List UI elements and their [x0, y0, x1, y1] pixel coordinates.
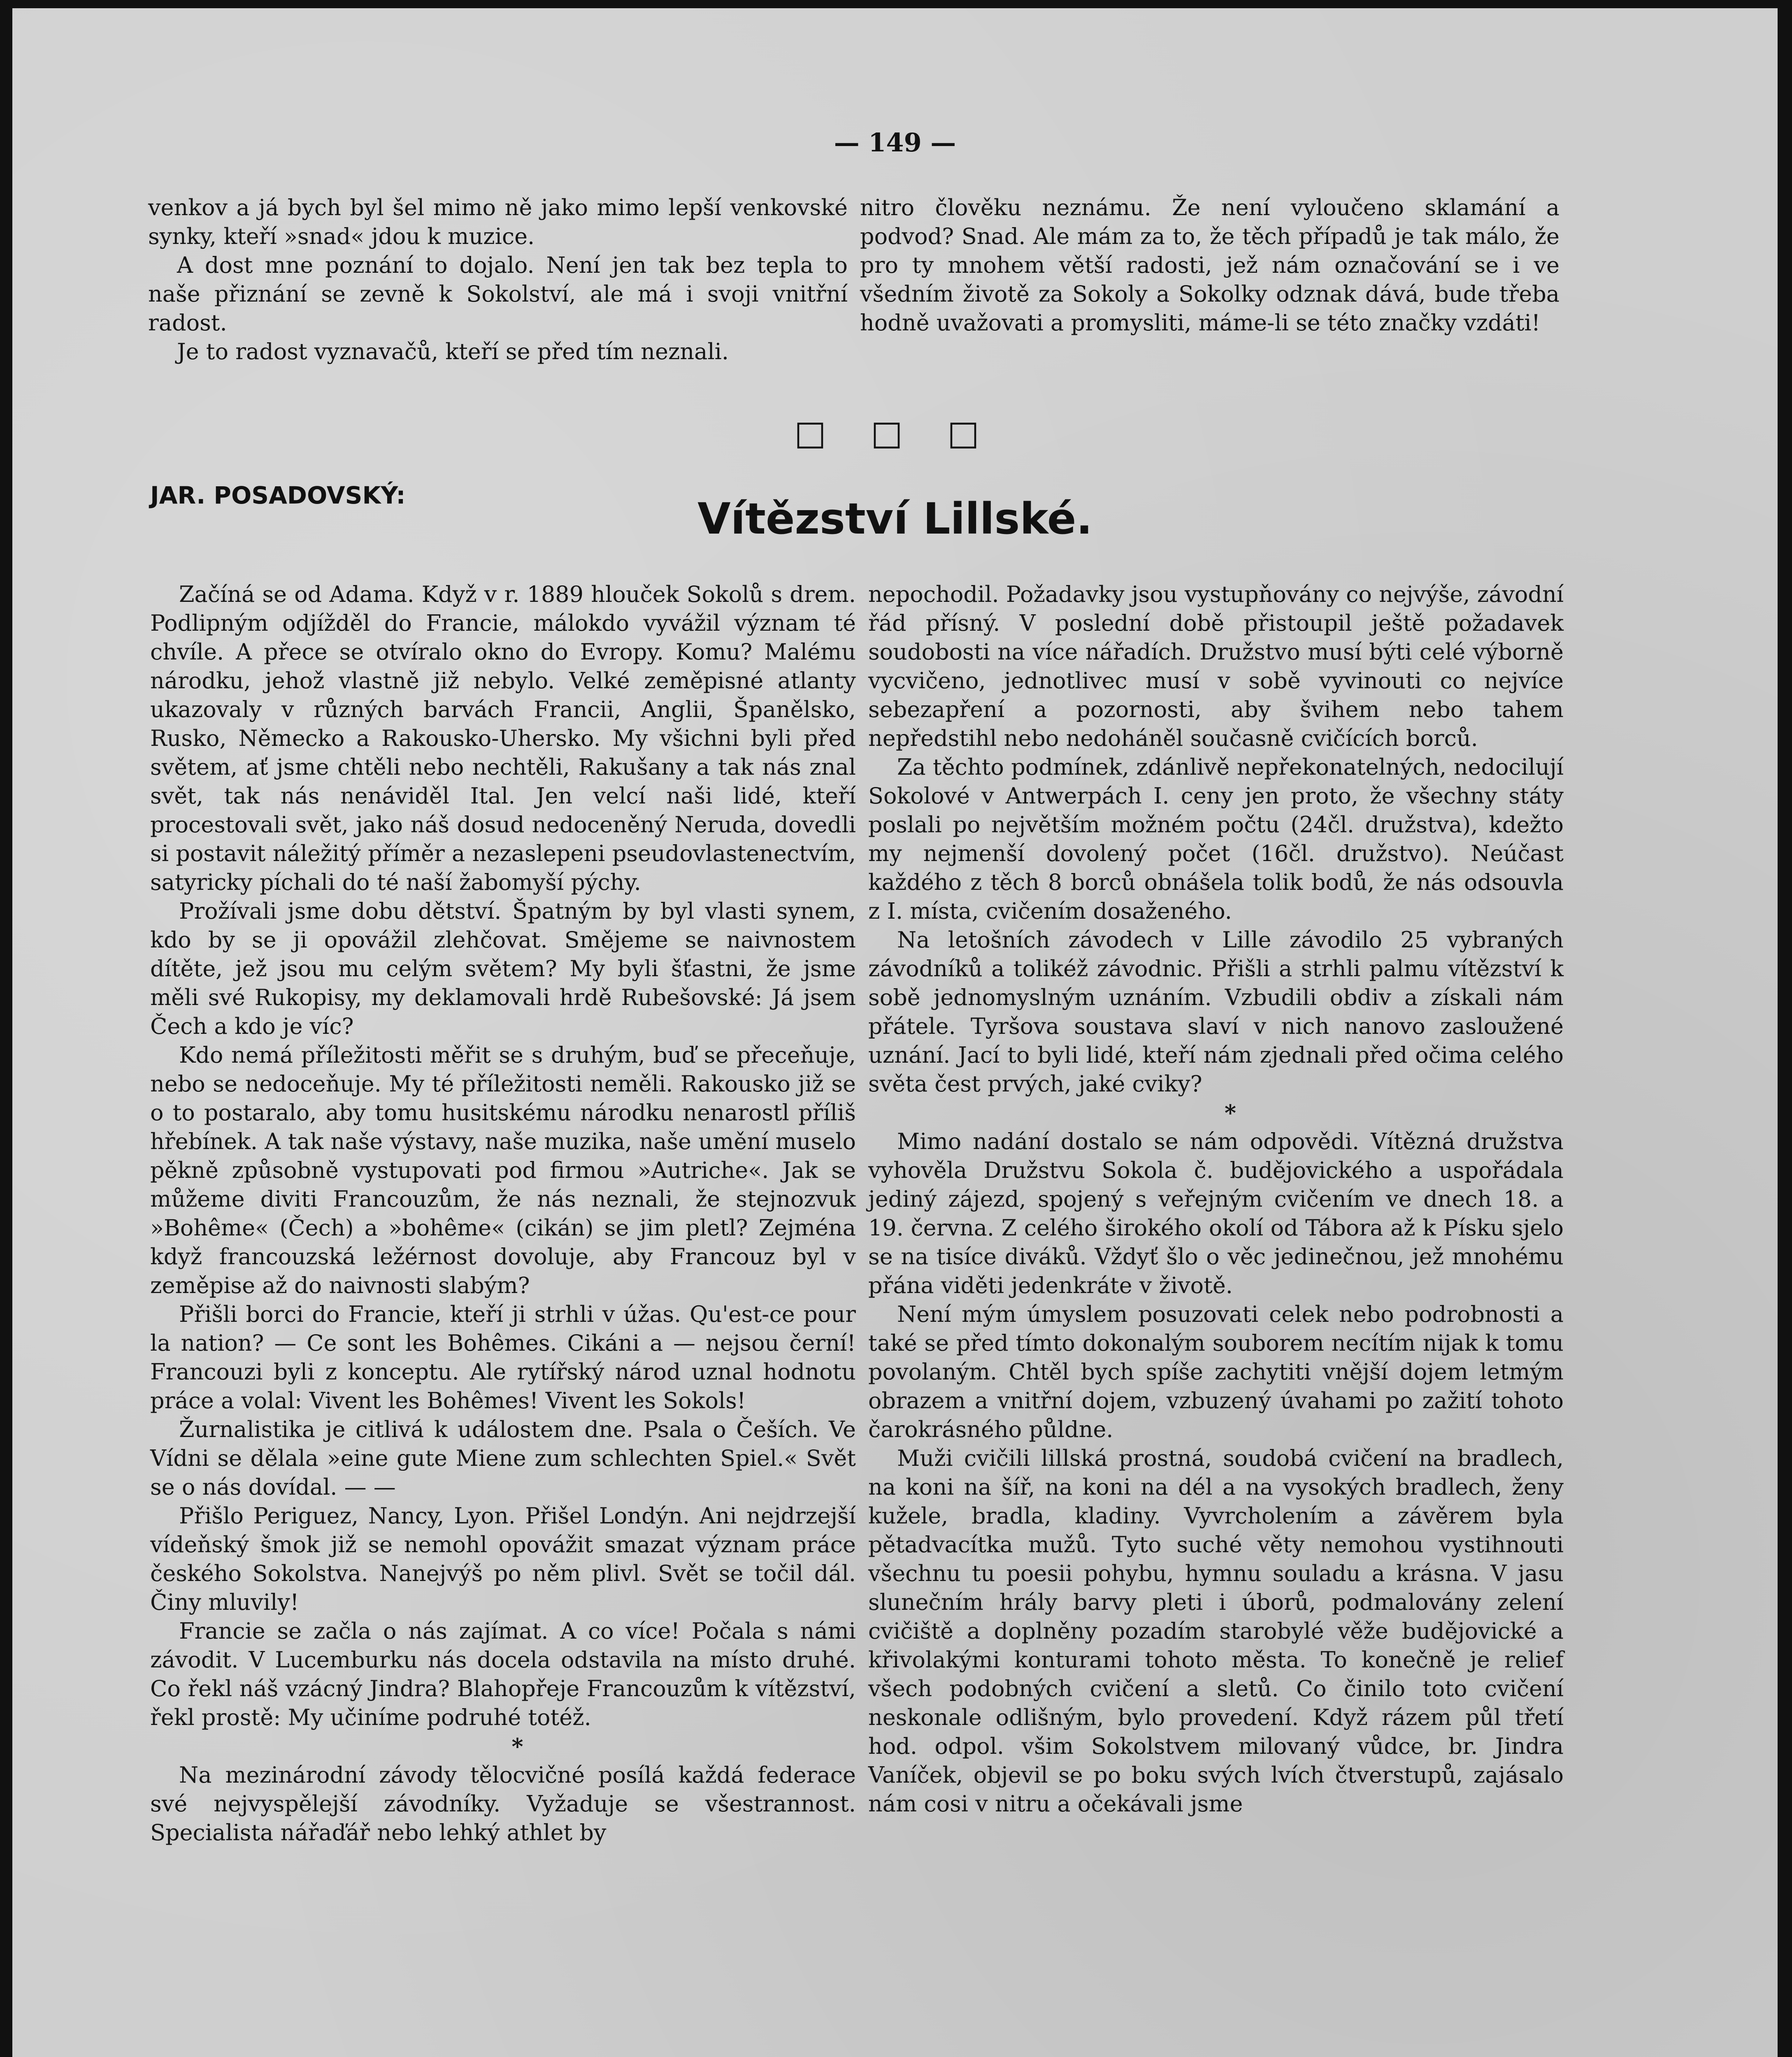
article-column-left [150, 580, 856, 1847]
paragraph: A dost mne poznání to dojalo. Není jen tak bez tepla to naše přiznání se zevně k Sokolství, ale má i svoji vnitřní radost. [148, 252, 848, 336]
asterisk-separator: * [1224, 1100, 1237, 1126]
paragraph: venkov a já bych byl šel mimo ně jako mimo lepší venkovské synky, kteří »snad« jdou k muzice. [148, 195, 848, 249]
paragraph: nepochodil. Požadavky jsou vystupňovány co nejvýše, závodní řád přísný. V poslední době přistoupil ještě požadavek soudobosti na více nářadích. Družstvo musí býti celé výborně vycvičeno, jednotlivec musí v sobě vyvinouti co nejvíce sebezapření a pozornosti, aby švihem nebo tahem nepředstihl nebo nedoháněl současně cvičících borců. [868, 581, 1564, 751]
paragraph: Žurnalistika je citlivá k událostem dne. Psala o Češích. Ve Vídni se dělala »eine gute Miene zum schlechten Spiel.« Svět se o nás dovídal. — — [150, 1416, 856, 1500]
paragraph: Přišlo Periguez, Nancy, Lyon. Přišel Londýn. Ani nejdrzejší vídeňský šmok již se nemohl opovážit smazat význam práce českého Sokolstva. Nanejvýš po něm plivl. Svět se točil dál. Činy mluvily! [150, 1503, 856, 1615]
paragraph: Za těchto podmínek, zdánlivě nepřekonatelných, nedocilují Sokolové v Antwerpách I. ceny jen proto, že všechny státy poslali po největším možném počtu (24čl. družstva), kdežto my nejmenší dovolený počet (16čl. družstvo). Neúčast každého z těch 8 borců obnášela tolik bodů, že nás odsouvla z I. místa, cvičením dosaženého. [868, 754, 1564, 924]
paragraph: Na letošních závodech v Lille závodilo 25 vybraných závodníků a tolikéž závodnic. Přišli a strhli palmu vítězství k sobě jednomyslným uznáním. Vzbudili obdiv a získali nám přátele. Tyršova soustava slaví v nich nanovo zasloužené uznání. Jací to byli lidé, kteří nám zjednali před očima celého světa čest prvých, jaké cviky? [868, 927, 1564, 1097]
asterisk-separator: * [511, 1733, 523, 1760]
paragraph: nitro člověku neznámu. Že není vyloučeno sklamání a podvod? Snad. Ale mám za to, že těch případů je tak málo, že pro ty mnohem větší radosti, jež nám označování se i ve všedním životě za Sokoly a Sokolky odznak dává, bude třeba hodně uvažovati a promysliti, máme-li se této značky vzdáti! [860, 195, 1560, 336]
paragraph: Přišli borci do Francie, kteří ji strhli v úžas. Qu'est-ce pour la nation? — Ce sont les Bohêmes. Cikáni a — nejsou černí! Francouzi byli z konceptu. Ale rytířský národ uznal hodnotu práce a volal: Vivent les Bohêmes! Vivent les Sokols! [150, 1301, 856, 1414]
paragraph: Začíná se od Adama. Když v r. 1889 hlouček Sokolů s drem. Podlipným odjížděl do Francie, málokdo vyvážil význam té chvíle. A přece se otvíralo okno do Evropy. Komu? Malému národku, jehož vlastně již nebylo. Velké zeměpisné atlanty ukazovaly v různých barvách Francii, Anglii, Španělsko, Rusko, Německo a Rakousko-Uhersko. My všichni byli před světem, ať jsme chtěli nebo nechtěli, Rakušany a tak nás znal svět, tak nás nenáviděl Ital. Jen velcí naši lidé, kteří procestovali svět, jako náš dosud nedoceněný Neruda, dovedli si postavit náležitý příměr a nezaslepeni pseudovlastenectvím, satyricky píchali do té naší žabomyší pýchy. [150, 581, 856, 895]
page-number: — 149 — [834, 128, 956, 158]
paragraph: Na mezinárodní závody tělocvičné posílá každá federace své nejvyspělejší závodníky. Vyžaduje se všestrannost. Specialista nářaďář nebo lehký athlet by [150, 1762, 856, 1846]
paragraph: Francie se začla o nás zajímat. A co více! Počala s námi závodit. V Lucemburku nás docela odstavila na místo druhé. Co řekl náš vzácný Jindra? Blahopřeje Francouzům k vítězství, řekl prostě: My učiníme podruhé totéž. [150, 1618, 856, 1730]
paragraph: Muži cvičili lillská prostná, soudobá cvičení na bradlech, na koni na šíř, na koni na dél a na vysokých bradlech, ženy kužele, bradla, kladiny. Vyvrcholením a závěrem byla pětadvacítka mužů. Tyto suché věty nemohou vystihnouti všechnu tu poesii pohybu, hymnu souladu a krásna. V jasu slunečním hrály barvy pleti i úborů, podmalovány zelení cvičiště a doplněny pozadím starobylé věže budějovické a křivolakými konturami tohoto města. To konečně je relief všech podobných cvičení a sletů. Co činilo toto cvičení neskonale odlišným, bylo provedení. Když rázem půl třetí hod. odpol. všim Sokolstvem milovaný vůdce, br. Jindra Vaníček, objevil se po boku svých lvích čtverstupů, zajásalo nám cosi v nitru a očekávali jsme [868, 1445, 1564, 1817]
paragraph: Není mým úmyslem posuzovati celek nebo podrobnosti a také se před tímto dokonalým souborem necítím nijak k tomu povolaným. Chtěl bych spíše zachytiti vnější dojem letmým obrazem a vnitřní dojem, vzbuzený úvahami po zažití tohoto čarokrásného půldne. [868, 1301, 1564, 1442]
article-author: JAR. POSADOVSKÝ: [150, 481, 406, 509]
paragraph: Mimo nadání dostalo se nám odpovědi. Vítězná družstva vyhověla Družstvu Sokola č. budějovického a uspořádala jediný zájezd, spojený s veřejným cvičením ve dnech 18. a 19. června. Z celého širokého okolí od Tábora až k Písku sjelo se na tisíce diváků. Vždyť šlo o věc jedinečnou, jež mnohému přána viděti jedenkráte v životě. [868, 1128, 1564, 1298]
article-column-right [868, 580, 1564, 1818]
continued-text-left [148, 193, 848, 366]
paragraph: Kdo nemá příležitosti měřit se s druhým, buď se přeceňuje, nebo se nedoceňuje. My té příležitosti neměli. Rakousko již se o to postaralo, aby tomu husitskému národku nenarostl příliš hřebínek. A tak naše výstavy, naše muzika, naše umění muselo pěkně způsobně vystupovati pod firmou »Autriche«. Jak se můžeme diviti Francouzům, že nás neznali, že stejnozvuk »Bohême« (Čech) a »bohême« (cikán) se jim pletl? Zejména když francouzská ležérnost dovoluje, aby Francouz byl v zeměpise až do naivnosti slabým? [150, 1042, 856, 1298]
paragraph: Prožívali jsme dobu dětství. Špatným by byl vlasti synem, kdo by se ji opovážil zlehčovat. Smějeme se naivnostem dítěte, jež jsou mu celým světem? My byli šťastni, že jsme měli své Rukopisy, my deklamovali hrdě Rubešovské: Já jsem Čech a kdo je víc? [150, 898, 856, 1039]
paragraph: Je to radost vyznavačů, kteří se před tím neznali. [177, 339, 729, 365]
continued-text-right [860, 193, 1560, 337]
article-title: Vítězství Lillské. [697, 494, 1092, 544]
section-divider-ornament: □ □ □ [794, 413, 996, 453]
scanned-page [12, 8, 1778, 2057]
